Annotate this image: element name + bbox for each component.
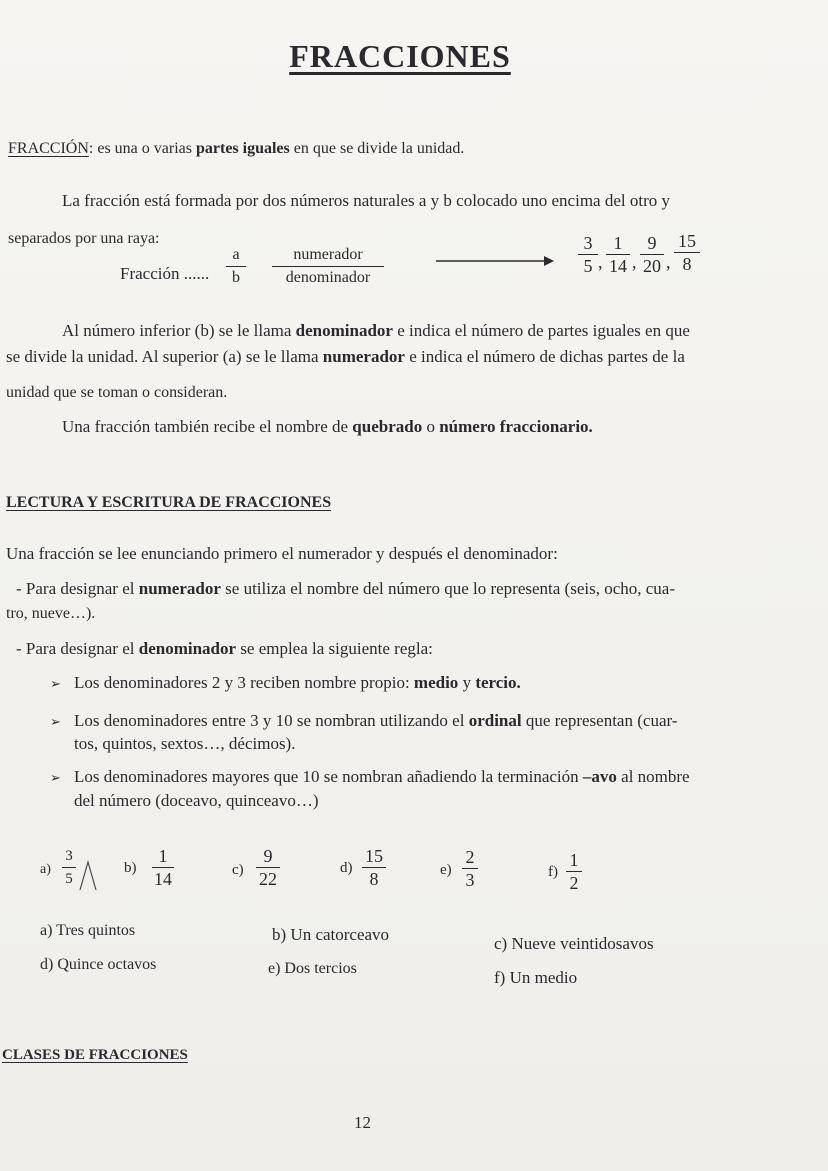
para2-line: Una fracción también recibe el nombre de quebrado o número fraccionario. bbox=[62, 417, 593, 436]
reading-numerator-line-2: tro, nueve…). bbox=[6, 605, 96, 622]
para1-line-2: se divide la unidad. Al superior (a) se le llama numerador e indica el número de dichas partes de la bbox=[6, 347, 685, 366]
intro-line-2: separados por una raya: bbox=[8, 230, 160, 247]
exercise-fraction: 1 2 bbox=[566, 849, 582, 894]
right-arrow-icon bbox=[436, 254, 554, 268]
reading-denominator-line: - Para designar el denominador se emplea la siguiente regla: bbox=[16, 639, 433, 658]
exercise-label: a) bbox=[40, 862, 51, 877]
comma: , bbox=[598, 252, 603, 272]
intro-line-1: La fracción está formada por dos números naturales a y b colocado uno encima del otro y bbox=[62, 191, 670, 210]
bullet-1: Los denominadores 2 y 3 reciben nombre propio: medio y tercio. bbox=[74, 673, 521, 692]
exercise-fraction: 3 5 bbox=[62, 845, 76, 890]
arrow-bullet-icon: ➢ bbox=[50, 714, 61, 729]
arrow-bullet-icon: ➢ bbox=[50, 676, 61, 691]
bullet-3-line-1: Los denominadores mayores que 10 se nombran añadiendo la terminación –avo al nombre bbox=[74, 767, 690, 786]
answer-c: c) Nueve veintidosavos bbox=[494, 934, 654, 953]
example-fraction: 3 5 bbox=[578, 232, 598, 277]
term-numerator: numerador bbox=[293, 246, 363, 263]
exercise-fraction: 1 14 bbox=[154, 846, 172, 890]
exercise-label: c) bbox=[232, 862, 244, 878]
answer-d: d) Quince octavos bbox=[40, 956, 157, 973]
answer-e: e) Dos tercios bbox=[268, 960, 357, 977]
section-heading-reading: LECTURA Y ESCRITURA DE FRACCIONES bbox=[6, 494, 332, 511]
term-denominator: denominador bbox=[285, 269, 371, 287]
bullet-3-line-2: del número (doceavo, quinceavo…) bbox=[74, 791, 319, 810]
reading-intro: Una fracción se lee enunciando primero el numerador y después el denominador: bbox=[6, 544, 558, 563]
answer-a: a) Tres quintos bbox=[40, 922, 136, 939]
page-number: 12 bbox=[354, 1113, 371, 1132]
exercise-label: b) bbox=[124, 860, 137, 876]
answer-f: f) Un medio bbox=[494, 968, 578, 987]
arrow-bullet-icon: ➢ bbox=[50, 770, 61, 785]
generic-denominator: b bbox=[232, 269, 240, 287]
comma: , bbox=[666, 252, 671, 272]
exercise-fraction: 15 8 bbox=[362, 845, 386, 890]
page-title: FRACCIONES bbox=[289, 38, 511, 74]
para1-line-3: unidad que se toman o consideran. bbox=[6, 384, 228, 401]
exercise-label: f) bbox=[548, 864, 558, 880]
fraction-label: Fracción ...... bbox=[120, 264, 210, 283]
example-fraction: 15 8 bbox=[674, 230, 700, 275]
para1-line-1: Al número inferior (b) se le llama denominador e indica el número de partes iguales en que bbox=[62, 321, 690, 340]
exercise-label: d) bbox=[340, 860, 353, 876]
definition-label: FRACCIÓN bbox=[8, 140, 89, 157]
example-fraction: 9 20 bbox=[640, 232, 664, 277]
definition-line: FRACCIÓN: es una o varias partes iguales en que se divide la unidad. bbox=[8, 140, 465, 157]
answer-b: b) Un catorceavo bbox=[272, 925, 390, 944]
example-fraction: 1 14 bbox=[606, 232, 630, 277]
reading-numerator-line-1: - Para designar el numerador se utiliza el nombre del número que lo representa (seis, ocho, cua- bbox=[16, 579, 676, 598]
bullet-2-line-1: Los denominadores entre 3 y 10 se nombran utilizando el ordinal que representan (cuar- bbox=[74, 711, 678, 730]
handwritten-mark-icon bbox=[78, 858, 98, 892]
terms-fraction bbox=[272, 244, 384, 289]
exercise-label: e) bbox=[440, 862, 452, 878]
exercise-fraction: 9 22 bbox=[256, 845, 280, 890]
section-heading-classes: CLASES DE FRACCIONES bbox=[2, 1047, 188, 1063]
comma: , bbox=[632, 252, 637, 272]
bullet-2-line-2: tos, quintos, sextos…, décimos). bbox=[74, 734, 296, 753]
exercise-fraction: 2 3 bbox=[462, 846, 478, 891]
generic-numerator: a bbox=[232, 246, 240, 263]
generic-fraction bbox=[226, 244, 246, 289]
